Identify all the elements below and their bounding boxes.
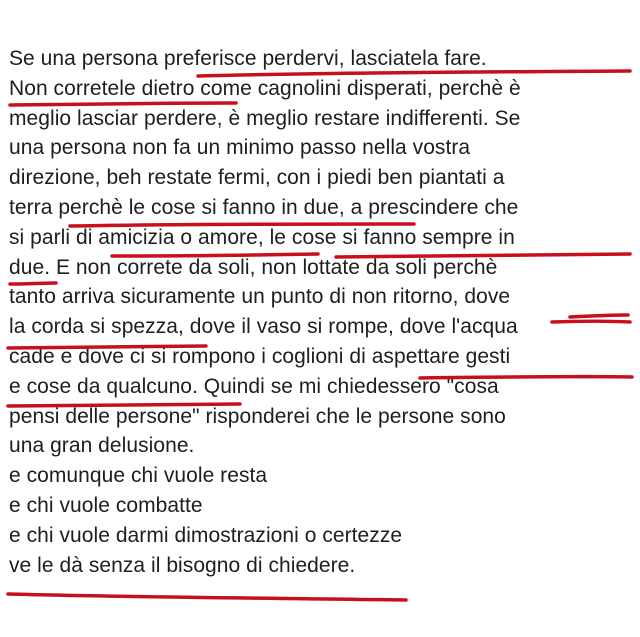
text-line-3: meglio lasciar perdere, è meglio restare indifferenti. Se bbox=[9, 106, 521, 130]
text-line-13: pensi delle persone" risponderei che le persone sono bbox=[9, 404, 506, 428]
quote-text bbox=[9, 44, 634, 580]
text-line-8: due. E non correte da soli, non lottate da soli perchè bbox=[9, 255, 498, 279]
text-line-6: terra perchè le cose si fanno in due, a prescindere che bbox=[9, 195, 519, 219]
text-line-7: si parli di amicizia o amore, le cose si fanno sempre in bbox=[9, 225, 515, 249]
text-line-1: Se una persona preferisce perdervi, lasciatela fare. bbox=[9, 47, 487, 70]
text-line-9: tanto arriva sicuramente un punto di non ritorno, dove bbox=[9, 285, 511, 309]
text-line-5: direzione, beh restate fermi, con i piedi ben piantati a bbox=[9, 166, 505, 190]
text-line-15: e comunque chi vuole resta bbox=[9, 464, 268, 488]
text-line-14: una gran delusione. bbox=[9, 434, 195, 458]
text-line-18: ve le dà senza il bisogno di chiedere. bbox=[9, 553, 356, 577]
text-line-17: e chi vuole darmi dimostrazioni o certezze bbox=[9, 523, 403, 547]
text-line-2: Non corretele dietro come cagnolini disperati, perchè è bbox=[9, 76, 521, 100]
text-line-11: cade e dove ci si rompono i coglioni di aspettare gesti bbox=[9, 344, 511, 368]
text-line-4: una persona non fa un minimo passo nella vostra bbox=[9, 136, 471, 160]
underline-last-line bbox=[8, 594, 406, 600]
text-line-16: e chi vuole combatte bbox=[9, 493, 203, 517]
text-line-12: e cose da qualcuno. Quindi se mi chiedessero "cosa bbox=[9, 374, 499, 398]
text-line-10: la corda si spezza, dove il vaso si rompe, dove l'acqua bbox=[9, 315, 518, 339]
